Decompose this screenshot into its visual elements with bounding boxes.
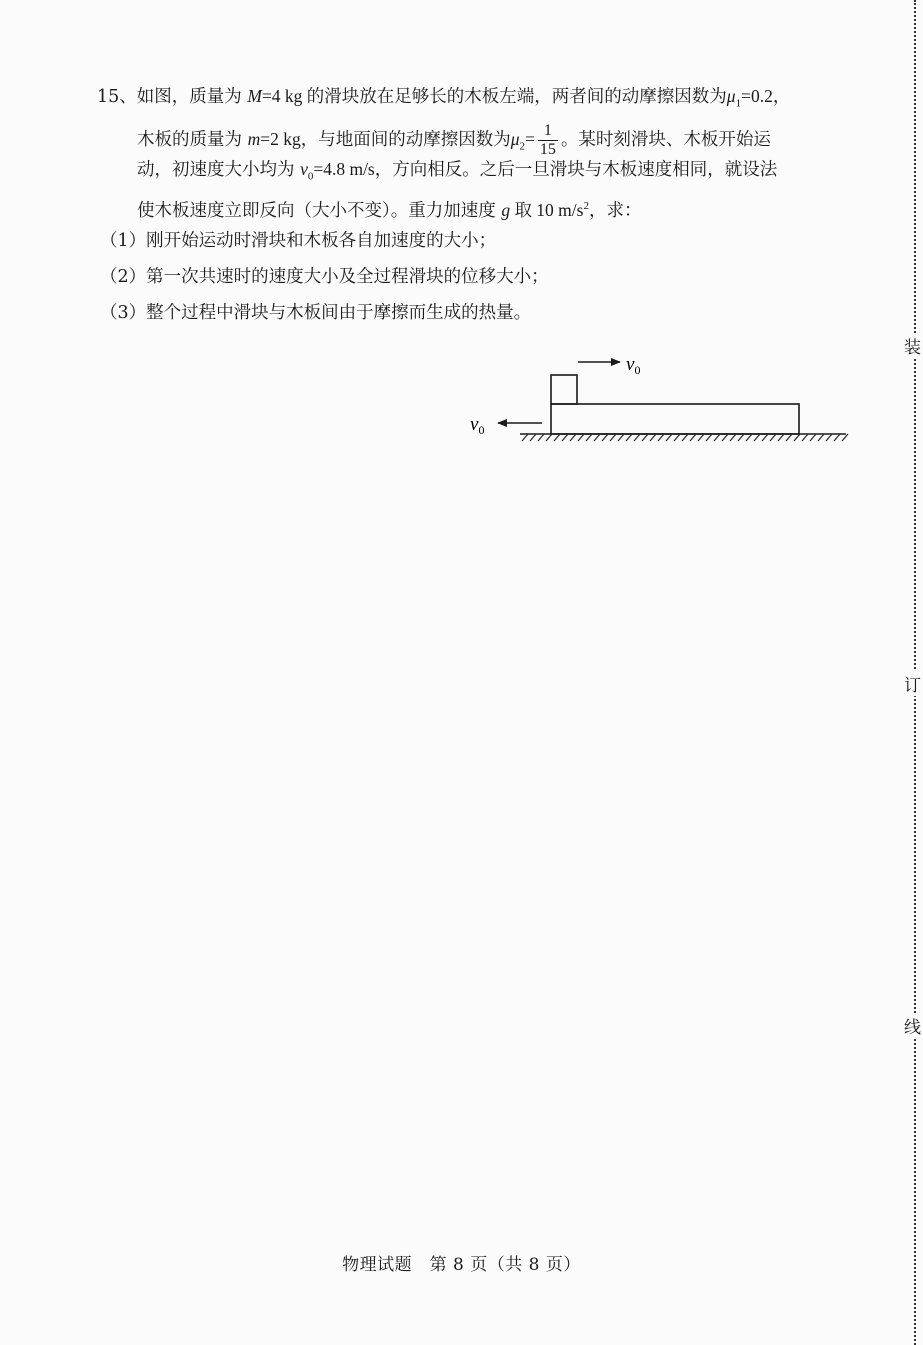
hatch-mark xyxy=(834,434,840,441)
hatch-mark xyxy=(818,434,824,441)
hatch-mark xyxy=(610,434,616,441)
hatch-mark xyxy=(634,434,640,441)
hatch-mark xyxy=(626,434,632,441)
hatch-mark xyxy=(762,434,768,441)
hatch-mark xyxy=(802,434,808,441)
ground-hatching xyxy=(522,434,848,441)
hatch-mark xyxy=(810,434,816,441)
hatch-mark xyxy=(642,434,648,441)
hatch-mark xyxy=(578,434,584,441)
hatch-mark xyxy=(746,434,752,441)
hatch-mark xyxy=(706,434,712,441)
problem-number: 15、 xyxy=(97,87,137,107)
hatch-mark xyxy=(602,434,608,441)
binding-mark-xian: 线 xyxy=(904,1013,923,1038)
page-footer: 物理试题 第 8 页（共 8 页） xyxy=(342,1255,581,1275)
binding-mark-ding: 订 xyxy=(904,671,923,696)
hatch-mark xyxy=(778,434,784,441)
hatch-mark xyxy=(754,434,760,441)
question-1: （1）刚开始运动时滑块和木板各自加速度的大小； xyxy=(100,231,497,251)
hatch-mark xyxy=(794,434,800,441)
hatch-mark xyxy=(650,434,656,441)
problem-line-2: 木板的质量为 m=2 kg，与地面间的动摩擦因数为$\mu_2=$ $\frac{1}{15}$ 。某时刻滑块、木板开始运 xyxy=(137,122,771,158)
problem-line-1: 15、如图，质量为 M=4 kg 的滑块放在足够长的木板左端，两者间的动摩擦因数为$\mu_1=0.2$， xyxy=(97,86,791,110)
hatch-mark xyxy=(554,434,560,441)
hatch-mark xyxy=(562,434,568,441)
fraction-one-fifteenth: $\frac{1}{15}$ xyxy=(539,122,556,158)
hatch-mark xyxy=(690,434,696,441)
hatch-mark xyxy=(546,434,552,441)
hatch-mark xyxy=(714,434,720,441)
problem-line-3: 动，初速度大小均为 $v_0=4.8$ m/s，方向相反。之后一旦滑块与木板速度相同，就设法 xyxy=(137,159,778,183)
hatch-mark xyxy=(826,434,832,441)
hatch-mark xyxy=(594,434,600,441)
hatch-mark xyxy=(738,434,744,441)
binding-mark-zhuang: 装 xyxy=(904,333,923,358)
board-velocity-label: $v_0$ xyxy=(470,414,485,437)
hatch-mark xyxy=(730,434,736,441)
hatch-mark xyxy=(770,434,776,441)
wooden-board xyxy=(551,404,799,434)
question-2: （2）第一次共速时的速度大小及全过程滑块的位移大小； xyxy=(100,267,549,287)
problem-line-4: 使木板速度立即反向（大小不变）。重力加速度 g 取 10 $m/s^2$，求： xyxy=(137,199,642,221)
hatch-mark xyxy=(658,434,664,441)
hatch-mark xyxy=(682,434,688,441)
hatch-mark xyxy=(698,434,704,441)
block-velocity-label: $v_0$ xyxy=(626,354,641,377)
hatch-mark xyxy=(586,434,592,441)
hatch-mark xyxy=(786,434,792,441)
block-on-board-diagram xyxy=(460,340,860,452)
hatch-mark xyxy=(570,434,576,441)
slider-block xyxy=(551,375,577,404)
hatch-mark xyxy=(538,434,544,441)
question-3: （3）整个过程中滑块与木板间由于摩擦而生成的热量。 xyxy=(100,303,532,323)
hatch-mark xyxy=(522,434,528,441)
hatch-mark xyxy=(618,434,624,441)
hatch-mark xyxy=(530,434,536,441)
hatch-mark xyxy=(722,434,728,441)
hatch-mark xyxy=(842,434,848,441)
hatch-mark xyxy=(674,434,680,441)
hatch-mark xyxy=(666,434,672,441)
